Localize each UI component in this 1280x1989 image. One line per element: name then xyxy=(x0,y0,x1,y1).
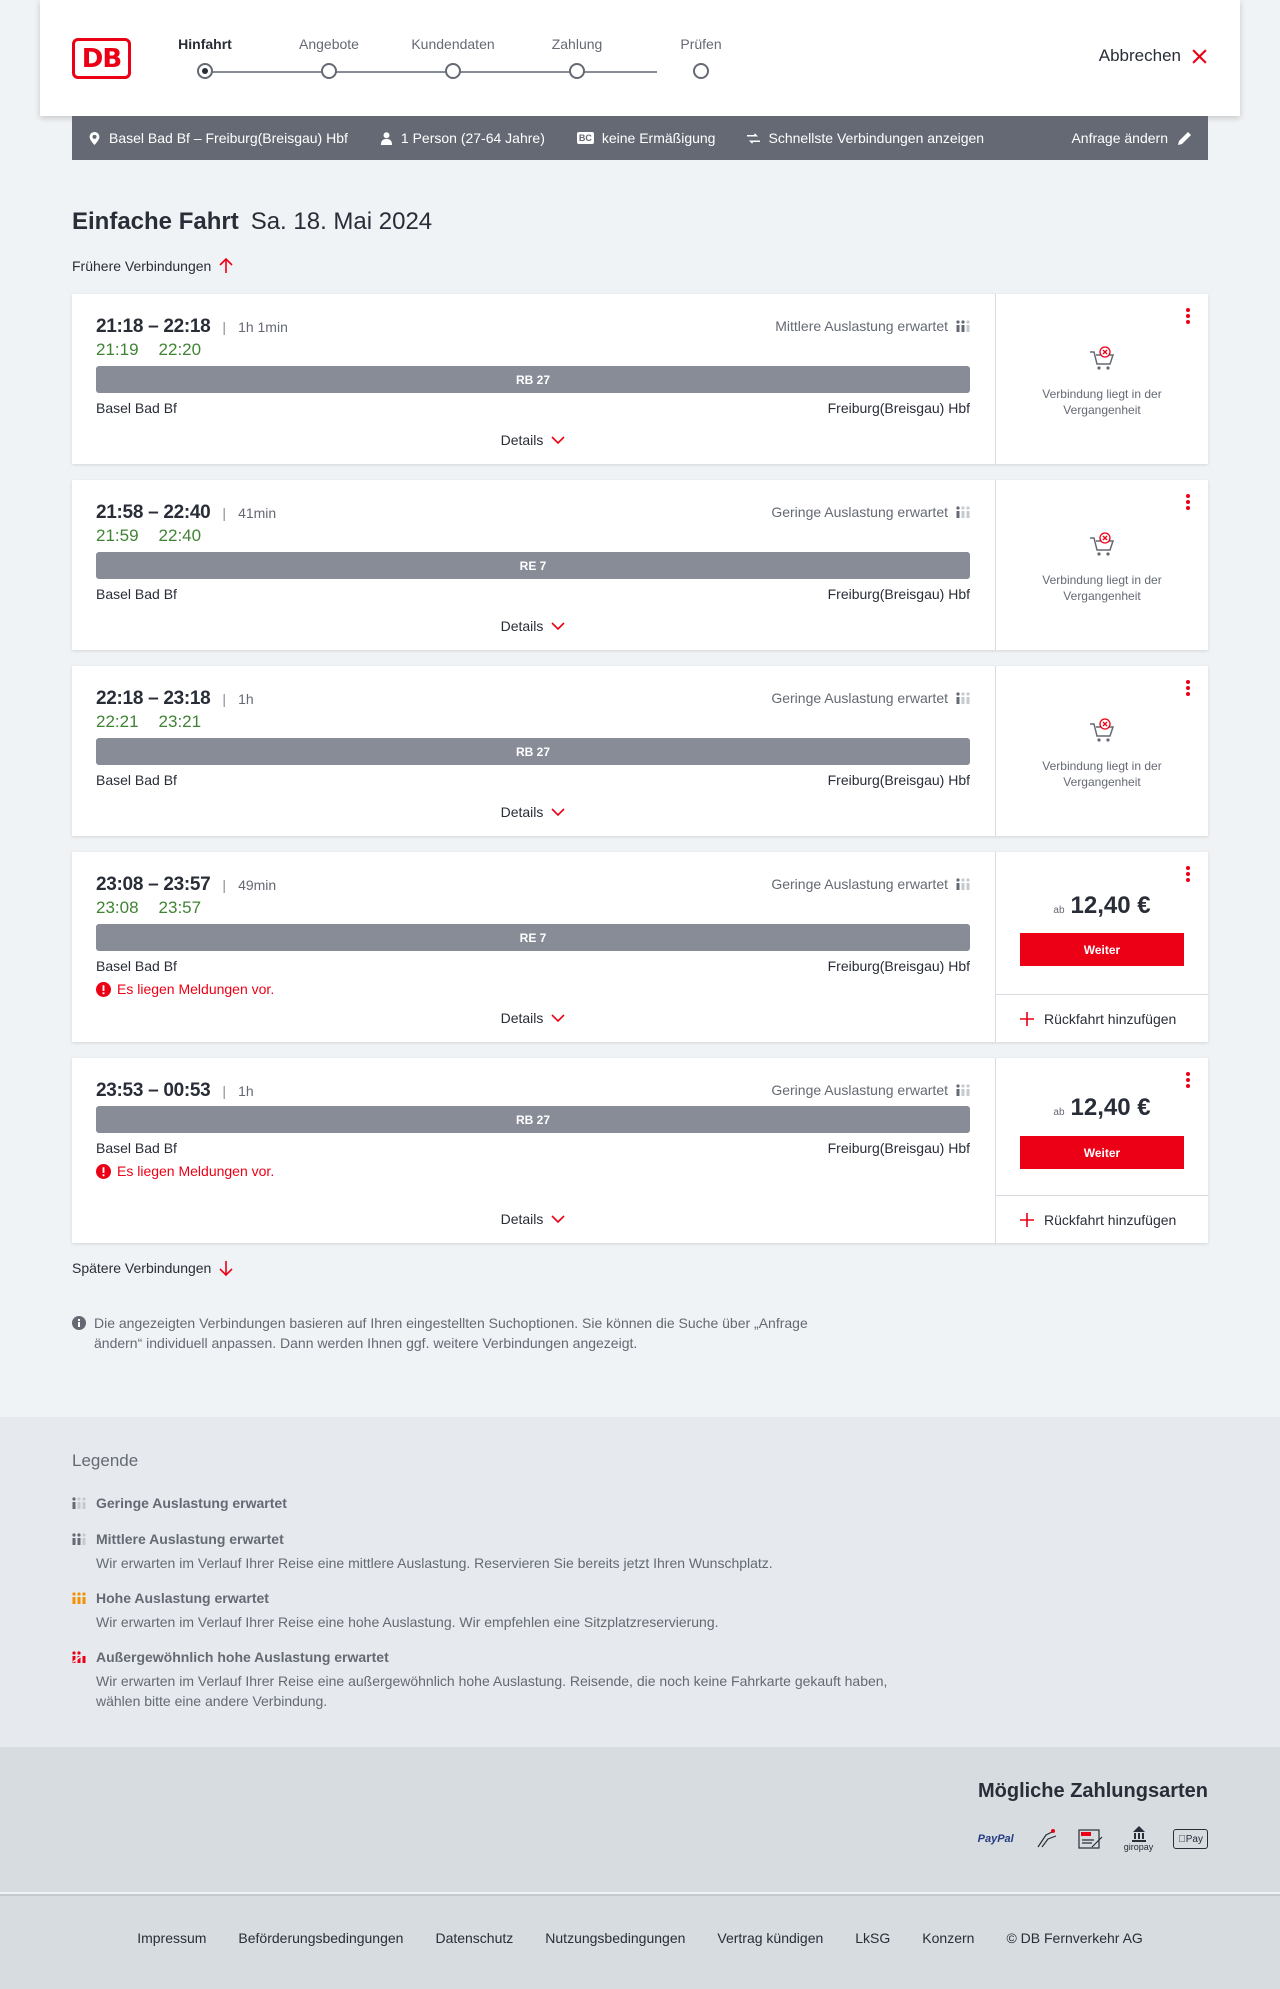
footer-copyright[interactable]: © DB Fernverkehr AG xyxy=(1006,1930,1143,1946)
more-options-icon[interactable] xyxy=(1184,1072,1192,1092)
legend-item-medium xyxy=(72,1531,932,1573)
connection-card[interactable] xyxy=(72,480,1208,650)
discount-text: keine Ermäßigung xyxy=(601,130,716,146)
price xyxy=(996,1094,1208,1122)
details-toggle[interactable] xyxy=(72,1211,994,1227)
connection-times xyxy=(96,316,288,338)
occupancy-info xyxy=(771,1082,970,1098)
change-request-label: Anfrage ändern xyxy=(1071,130,1168,146)
footer-link-vertrag-kuendigen[interactable]: Vertrag kündigen xyxy=(717,1930,824,1946)
legend-description: Wir erwarten im Verlauf Ihrer Reise eine mittlere Auslastung. Reservieren Sie bereits jetzt Ihren Wunschplatz. xyxy=(96,1555,773,1571)
realtime-departure: 21:59 xyxy=(96,526,139,545)
train-line-bar[interactable] xyxy=(96,366,970,393)
person-icon xyxy=(380,132,393,145)
legend-description: Wir erwarten im Verlauf Ihrer Reise eine außergewöhnlich hohe Auslastung. Reisende, die noch keine Fahrkarte gekauft haben, wählen bitte eine andere Verbindung. xyxy=(96,1673,888,1709)
credit-card-icon xyxy=(1034,1825,1058,1853)
continue-button[interactable] xyxy=(1020,1136,1184,1169)
realtime-arrival: 23:21 xyxy=(158,712,202,731)
legend-heading: Außergewöhnlich hohe Auslastung erwartet xyxy=(96,1649,389,1665)
train-line-bar[interactable] xyxy=(96,1106,970,1133)
separator: | xyxy=(222,877,227,893)
connection-card[interactable] xyxy=(72,666,1208,836)
destination-station: Freiburg(Breisgau) Hbf xyxy=(827,1140,970,1156)
step-zahlung xyxy=(527,36,627,58)
connection-times xyxy=(96,1080,254,1102)
step-dot xyxy=(321,63,337,79)
info-note-text: Die angezeigten Verbindungen basieren auf Ihren eingestellten Suchoptionen. Sie können die Suche über „Anfrage ändern“ individuell anpassen. Dann werden Ihnen ggf. weitere Verbindungen angezeigt. xyxy=(94,1315,808,1351)
step-label: Prüfen xyxy=(680,36,722,52)
later-connections-link[interactable] xyxy=(72,1260,233,1276)
realtime-arrival: 23:57 xyxy=(158,898,202,917)
connection-info xyxy=(72,480,994,650)
occupancy-low-icon xyxy=(72,1497,88,1509)
stations xyxy=(96,586,970,602)
offer-panel xyxy=(995,1058,1208,1243)
occupancy-medium-icon xyxy=(72,1533,88,1545)
route-text: Basel Bad Bf – Freiburg(Breisgau) Hbf xyxy=(109,130,348,146)
disruption-message[interactable] xyxy=(96,981,274,997)
occupancy-text: Geringe Auslastung erwartet xyxy=(771,876,948,892)
departure-arrival-time: 21:58 – 22:40 xyxy=(96,502,211,523)
details-label: Details xyxy=(500,1010,544,1026)
footer-link-nutzungsbedingungen[interactable]: Nutzungsbedingungen xyxy=(545,1930,686,1946)
origin-station: Basel Bad Bf xyxy=(96,958,177,974)
occupancy-low-icon xyxy=(956,1084,970,1096)
add-return-label: Rückfahrt hinzufügen xyxy=(1044,1010,1177,1027)
legend-heading: Geringe Auslastung erwartet xyxy=(96,1495,287,1511)
later-connections-label: Spätere Verbindungen xyxy=(72,1260,212,1276)
sepa-icon xyxy=(1078,1825,1104,1853)
page-title xyxy=(72,208,432,236)
occupancy-text: Geringe Auslastung erwartet xyxy=(771,1082,948,1098)
cart-unavailable-icon xyxy=(1089,346,1115,372)
footer-links xyxy=(0,1930,1280,1946)
legend-description: Wir erwarten im Verlauf Ihrer Reise eine hohe Auslastung. Wir empfehlen eine Sitzplatzreservierung. xyxy=(96,1614,719,1630)
payment-icons xyxy=(978,1825,1208,1853)
fastest-connections-info xyxy=(747,130,984,146)
step-hinfahrt[interactable] xyxy=(155,36,255,58)
price-value: 12,40 € xyxy=(1070,1094,1151,1121)
realtime-times xyxy=(96,526,201,546)
cancel-button[interactable] xyxy=(1099,46,1208,66)
departure-arrival-time: 23:53 – 00:53 xyxy=(96,1080,211,1101)
train-name: RB 27 xyxy=(515,372,550,387)
step-dot xyxy=(693,63,709,79)
train-name: RE 7 xyxy=(519,558,547,573)
occupancy-text: Geringe Auslastung erwartet xyxy=(771,690,948,706)
connection-card[interactable] xyxy=(72,294,1208,464)
occupancy-medium-icon xyxy=(956,320,970,332)
origin-station: Basel Bad Bf xyxy=(96,586,177,602)
offer-panel xyxy=(995,480,1208,650)
chevron-down-icon xyxy=(551,621,565,631)
price-prefix: ab xyxy=(1053,905,1065,916)
stations xyxy=(96,958,970,974)
fastest-text: Schnellste Verbindungen anzeigen xyxy=(768,130,985,146)
duration: 49min xyxy=(238,877,277,893)
past-connection-info xyxy=(996,346,1208,418)
occupancy-info xyxy=(775,318,970,334)
realtime-departure: 22:21 xyxy=(96,712,139,731)
continue-label: Weiter xyxy=(1083,1145,1121,1160)
realtime-times xyxy=(96,712,201,732)
realtime-arrival: 22:20 xyxy=(158,340,202,359)
arrow-down-icon xyxy=(219,1260,233,1276)
realtime-arrival: 22:40 xyxy=(158,526,202,545)
discount-info xyxy=(577,130,716,146)
price xyxy=(996,892,1208,920)
occupancy-very-high-icon xyxy=(72,1651,88,1663)
swap-arrows-icon xyxy=(747,132,760,145)
separator: | xyxy=(222,319,227,335)
payment-title: Mögliche Zahlungsarten xyxy=(977,1780,1208,1802)
footer-link-impressum[interactable]: Impressum xyxy=(137,1930,207,1946)
separator: | xyxy=(222,1083,227,1099)
legend-item-low xyxy=(72,1495,932,1511)
step-kundendaten xyxy=(403,36,503,58)
passenger-text: 1 Person (27-64 Jahre) xyxy=(400,130,545,146)
search-summary-bar xyxy=(72,116,1208,160)
footer-link-konzern[interactable]: Konzern xyxy=(922,1930,975,1946)
origin-station: Basel Bad Bf xyxy=(96,400,177,416)
footer xyxy=(0,1894,1280,1989)
legend-heading: Hohe Auslastung erwartet xyxy=(96,1590,269,1606)
train-line-bar[interactable] xyxy=(96,738,970,765)
details-toggle[interactable] xyxy=(72,804,994,820)
close-icon xyxy=(1191,48,1208,65)
departure-arrival-time: 21:18 – 22:18 xyxy=(96,316,211,337)
chevron-down-icon xyxy=(551,807,565,817)
occupancy-low-icon xyxy=(956,692,970,704)
add-return-button[interactable] xyxy=(996,994,1208,1042)
stations xyxy=(96,400,970,416)
price-value: 12,40 € xyxy=(1070,892,1151,919)
train-line-bar[interactable] xyxy=(96,924,970,951)
train-name: RB 27 xyxy=(515,744,550,759)
train-name: RE 7 xyxy=(519,930,547,945)
realtime-departure: 23:08 xyxy=(96,898,139,917)
past-connection-text: Verbindung liegt in der Vergangenheit xyxy=(1042,387,1162,417)
connection-info xyxy=(72,852,994,1042)
details-label: Details xyxy=(500,804,544,820)
step-angebote xyxy=(279,36,379,58)
legend-section xyxy=(0,1417,1280,1747)
footer-link-datenschutz[interactable]: Datenschutz xyxy=(435,1930,514,1946)
past-connection-text: Verbindung liegt in der Vergangenheit xyxy=(1042,759,1162,789)
cancel-label: Abbrechen xyxy=(1098,46,1181,65)
train-line-bar[interactable] xyxy=(96,552,970,579)
occupancy-low-icon xyxy=(956,878,970,890)
connection-info xyxy=(72,1058,994,1243)
past-connection-info xyxy=(996,718,1208,790)
continue-label: Weiter xyxy=(1083,942,1121,957)
duration: 1h xyxy=(238,691,254,707)
price-prefix: ab xyxy=(1053,1107,1065,1118)
origin-station: Basel Bad Bf xyxy=(96,772,177,788)
occupancy-info xyxy=(771,504,970,520)
step-dot xyxy=(197,63,213,79)
stepper-line xyxy=(208,71,657,73)
payment-methods-section xyxy=(0,1747,1280,1892)
destination-station: Freiburg(Breisgau) Hbf xyxy=(827,400,970,416)
details-label: Details xyxy=(500,1211,544,1227)
disruption-text: Es liegen Meldungen vor. xyxy=(117,981,275,997)
logo-text: DB xyxy=(81,43,122,74)
continue-button[interactable] xyxy=(1020,933,1184,966)
footer-link-befoerderungsbedingungen[interactable]: Beförderungsbedingungen xyxy=(238,1930,404,1946)
duration: 41min xyxy=(238,505,277,521)
cart-unavailable-icon xyxy=(1089,718,1115,744)
progress-stepper xyxy=(178,36,722,86)
realtime-times xyxy=(96,340,201,360)
destination-station: Freiburg(Breisgau) Hbf xyxy=(827,958,970,974)
details-label: Details xyxy=(500,618,544,634)
step-dot xyxy=(569,63,585,79)
stations xyxy=(96,1140,970,1156)
earlier-connections-link[interactable] xyxy=(72,258,233,274)
more-options-icon[interactable] xyxy=(1184,308,1192,328)
details-toggle[interactable] xyxy=(72,618,994,634)
plus-icon xyxy=(1020,1012,1034,1026)
connection-times xyxy=(96,874,276,896)
destination-station: Freiburg(Breisgau) Hbf xyxy=(827,586,970,602)
occupancy-low-icon xyxy=(956,506,970,518)
connection-info xyxy=(72,294,994,464)
duration: 1h 1min xyxy=(238,319,288,335)
warning-icon xyxy=(96,1164,111,1179)
route-info xyxy=(88,130,348,146)
db-logo[interactable] xyxy=(72,38,131,79)
more-options-icon[interactable] xyxy=(1184,866,1192,886)
info-icon xyxy=(72,1316,86,1330)
step-dot xyxy=(445,63,461,79)
destination-station: Freiburg(Breisgau) Hbf xyxy=(827,772,970,788)
add-return-button[interactable] xyxy=(996,1195,1208,1243)
departure-arrival-time: 22:18 – 23:18 xyxy=(96,688,211,709)
legend-item-very-high xyxy=(72,1649,932,1711)
add-return-label: Rückfahrt hinzufügen xyxy=(1044,1211,1177,1228)
chevron-down-icon xyxy=(551,1013,565,1023)
trip-type: Einfache Fahrt xyxy=(72,208,239,235)
legend-item-high xyxy=(72,1590,932,1632)
paypal-icon: PayPal xyxy=(977,1833,1014,1845)
details-label: Details xyxy=(500,432,544,448)
step-pruefen xyxy=(651,36,751,58)
earlier-connections-label: Frühere Verbindungen xyxy=(72,258,212,274)
step-label: Kundendaten xyxy=(411,36,495,52)
occupancy-text: Mittlere Auslastung erwartet xyxy=(775,318,948,334)
occupancy-high-icon xyxy=(72,1592,88,1604)
details-toggle[interactable] xyxy=(72,1010,994,1026)
connection-card[interactable] xyxy=(72,852,1208,1042)
duration: 1h xyxy=(238,1083,254,1099)
change-request-button[interactable] xyxy=(1071,130,1192,146)
warning-icon xyxy=(96,982,111,997)
connection-info xyxy=(72,666,994,836)
separator: | xyxy=(222,691,227,707)
location-pin-icon xyxy=(88,132,101,145)
apple-pay-icon: Pay xyxy=(1173,1829,1208,1849)
occupancy-text: Geringe Auslastung erwartet xyxy=(771,504,948,520)
info-note xyxy=(72,1313,852,1353)
chevron-down-icon xyxy=(551,435,565,445)
bahncard-icon: BC xyxy=(578,133,592,143)
step-label: Hinfahrt xyxy=(178,36,232,52)
cart-unavailable-icon xyxy=(1089,532,1115,558)
disruption-text: Es liegen Meldungen vor. xyxy=(117,1163,275,1179)
legend-title: Legende xyxy=(72,1451,139,1470)
occupancy-info xyxy=(771,876,970,892)
realtime-times xyxy=(96,898,201,918)
passenger-info xyxy=(380,130,545,146)
past-connection-text: Verbindung liegt in der Vergangenheit xyxy=(1042,573,1162,603)
offer-panel xyxy=(995,852,1208,1042)
offer-panel xyxy=(995,294,1208,464)
pencil-icon xyxy=(1178,131,1192,145)
connection-card[interactable] xyxy=(72,1058,1208,1243)
origin-station: Basel Bad Bf xyxy=(96,1140,177,1156)
chevron-down-icon xyxy=(551,1214,565,1224)
separator: | xyxy=(222,505,227,521)
disruption-message[interactable] xyxy=(96,1163,274,1179)
departure-arrival-time: 23:08 – 23:57 xyxy=(96,874,211,895)
trip-date: Sa. 18. Mai 2024 xyxy=(250,208,433,235)
arrow-up-icon xyxy=(219,258,233,274)
connection-times xyxy=(96,502,276,524)
details-toggle[interactable] xyxy=(72,432,994,448)
footer-link-lksg[interactable]: LkSG xyxy=(855,1930,891,1946)
stations xyxy=(96,772,970,788)
realtime-departure: 21:19 xyxy=(96,340,139,359)
more-options-icon[interactable] xyxy=(1184,680,1192,700)
booking-header xyxy=(40,0,1240,116)
past-connection-info xyxy=(996,532,1208,604)
connection-times xyxy=(96,688,254,710)
giropay-icon: giropay xyxy=(1124,1825,1154,1853)
occupancy-info xyxy=(771,690,970,706)
train-name: RB 27 xyxy=(515,1112,550,1127)
step-label: Zahlung xyxy=(551,36,603,52)
legend-heading: Mittlere Auslastung erwartet xyxy=(96,1531,284,1547)
more-options-icon[interactable] xyxy=(1184,494,1192,514)
step-label: Angebote xyxy=(299,36,359,52)
plus-icon xyxy=(1020,1213,1034,1227)
offer-panel xyxy=(995,666,1208,836)
